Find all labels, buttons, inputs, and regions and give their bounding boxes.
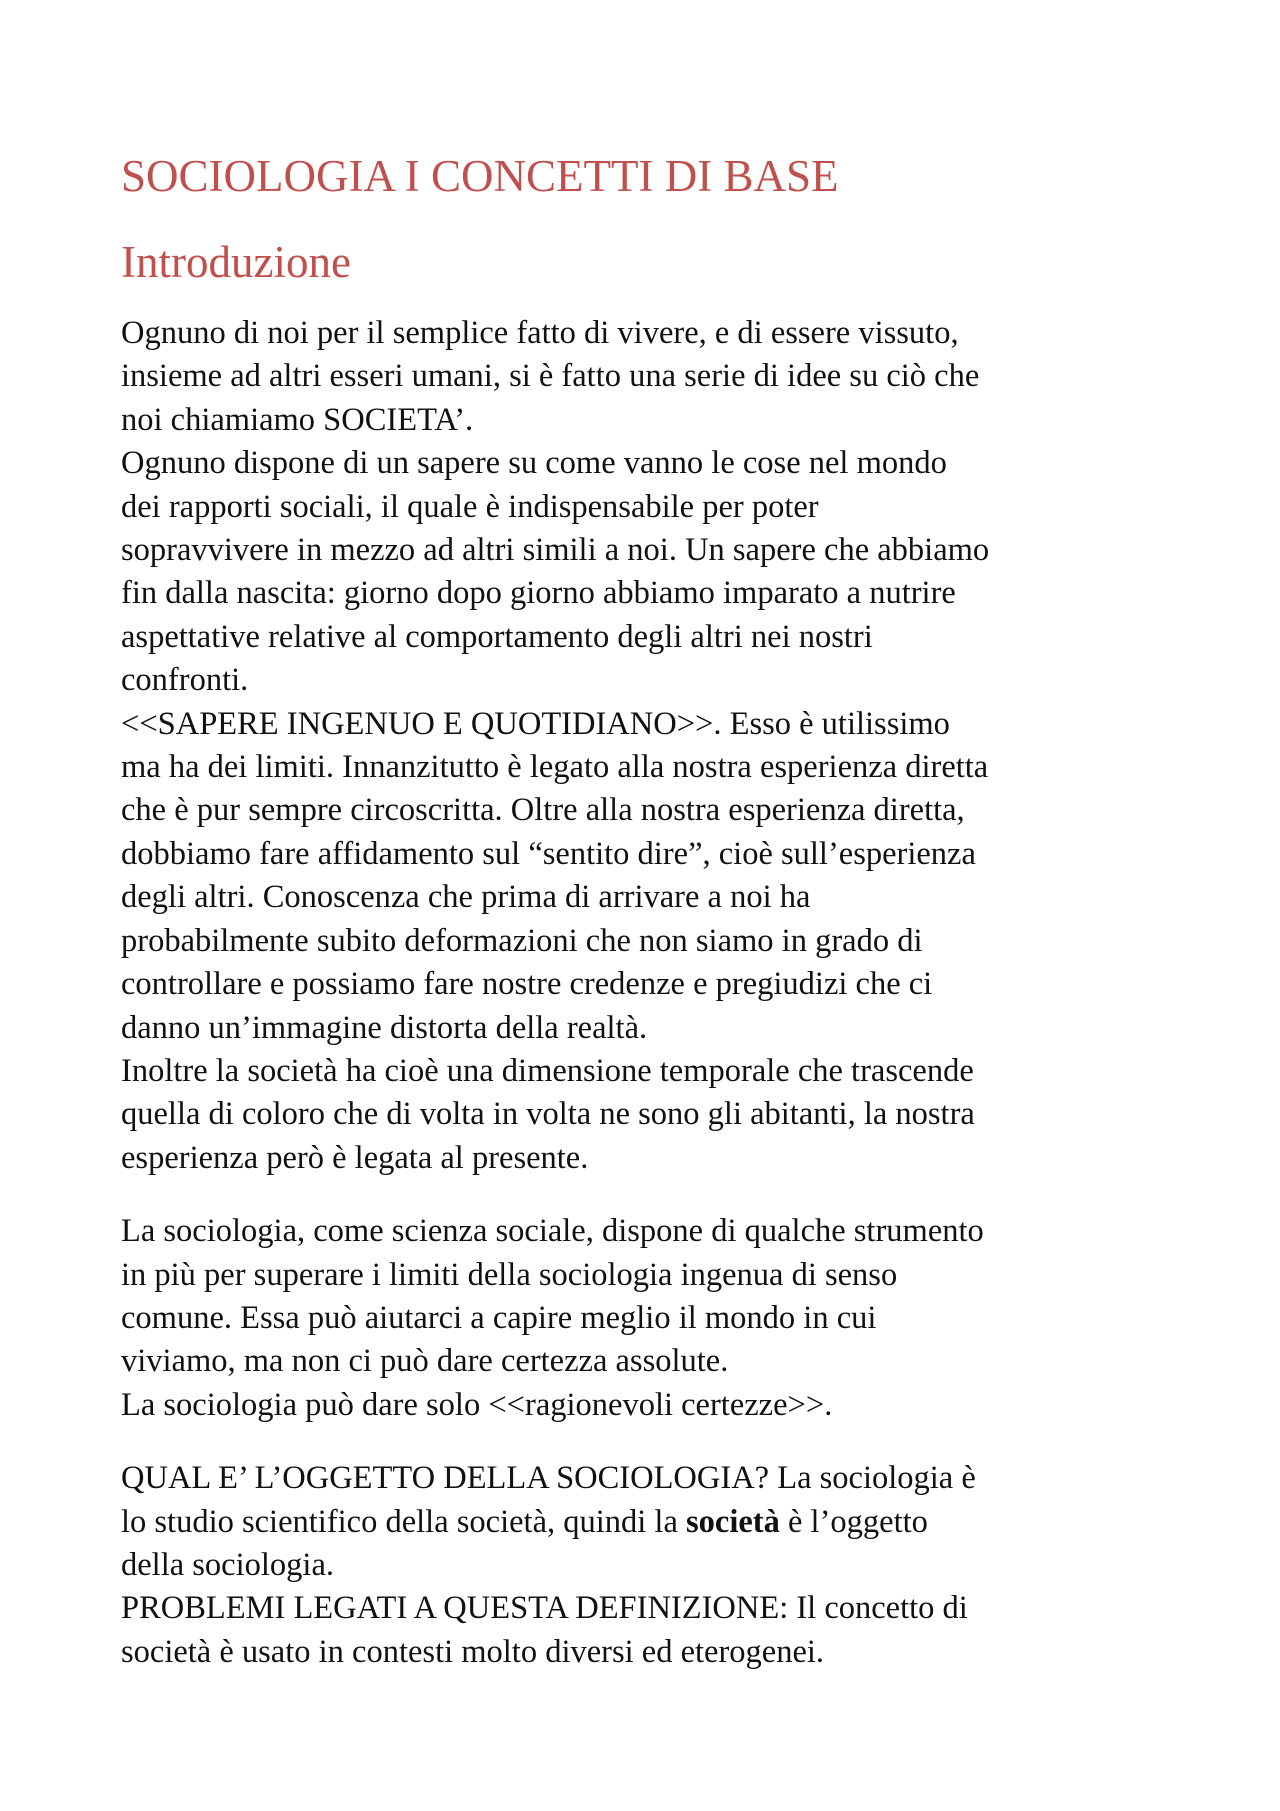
text-line: insieme ad altri esseri umani, si è fatto una serie di idee su ciò che (121, 358, 980, 395)
bold-term: società (686, 1503, 780, 1540)
text-segment: lo studio scientifico della società, quindi la (121, 1503, 687, 1540)
text-line: Ognuno dispone di un sapere su come vanno le cose nel mondo (121, 445, 947, 482)
text-line: La sociologia, come scienza sociale, dispone di qualche strumento (121, 1213, 984, 1250)
text-line: Inoltre la società ha cioè una dimensione temporale che trascende (121, 1052, 974, 1089)
text-line: confronti. (121, 662, 249, 699)
paragraph-spacer (121, 1180, 1181, 1210)
text-line: ma ha dei limiti. Innanzitutto è legato alla nostra esperienza diretta (121, 749, 989, 786)
text-line: quella di coloro che di volta in volta ne sono gli abitanti, la nostra (121, 1096, 975, 1133)
text-line: in più per superare i limiti della sociologia ingenua di senso (121, 1256, 898, 1293)
text-line: PROBLEMI LEGATI A QUESTA DEFINIZIONE: Il concetto di (121, 1590, 968, 1627)
text-line (121, 1501, 1181, 1544)
text-line: Ognuno di noi per il semplice fatto di vivere, e di essere vissuto, (121, 315, 959, 351)
text-line: La sociologia può dare solo <<ragionevoli certezze>>. (121, 1386, 833, 1423)
text-segment: è l’oggetto (779, 1503, 928, 1540)
text-line: probabilmente subito deformazioni che non siamo in grado di (121, 922, 923, 959)
text-line: esperienza però è legata al presente. (121, 1139, 589, 1176)
text-line: comune. Essa può aiutarci a capire meglio il mondo in cui (121, 1299, 877, 1336)
paragraph-2 (121, 1210, 1181, 1427)
document-page (121, 148, 1181, 1674)
paragraph-spacer (121, 1427, 1181, 1457)
text-line: fin dalla nascita: giorno dopo giorno abbiamo imparato a nutrire (121, 575, 956, 612)
text-line: della sociologia. (121, 1546, 334, 1583)
text-line: società è usato in contesti molto diversi ed eterogenei. (121, 1633, 825, 1670)
text-line: danno un’immagine distorta della realtà. (121, 1009, 648, 1046)
section-heading: Introduzione (121, 237, 351, 287)
text-line: noi chiamiamo SOCIETA’. (121, 401, 474, 438)
text-line: sopravvivere in mezzo ad altri simili a noi. Un sapere che abbiamo (121, 532, 990, 569)
text-line: dobbiamo fare affidamento sul “sentito dire”, cioè sull’esperienza (121, 835, 976, 872)
text-line: degli altri. Conoscenza che prima di arrivare a noi ha (121, 879, 811, 916)
text-line: controllare e possiamo fare nostre credenze e pregiudizi che ci (121, 966, 933, 1003)
text-line: che è pur sempre circoscritta. Oltre alla nostra esperienza diretta, (121, 792, 965, 829)
text-line: QUAL E’ L’OGGETTO DELLA SOCIOLOGIA? La sociologia è (121, 1460, 976, 1497)
paragraph-1 (121, 312, 1181, 1180)
text-line: dei rapporti sociali, il quale è indispensabile per poter (121, 488, 819, 525)
text-line: <<SAPERE INGENUO E QUOTIDIANO>>. Esso è utilissimo (121, 705, 950, 742)
document-title: SOCIOLOGIA I CONCETTI DI BASE (121, 151, 839, 201)
text-line: viviamo, ma non ci può dare certezza assolute. (121, 1343, 729, 1380)
text-line: aspettative relative al comportamento degli altri nei nostri (121, 618, 873, 655)
paragraph-3 (121, 1457, 1181, 1674)
